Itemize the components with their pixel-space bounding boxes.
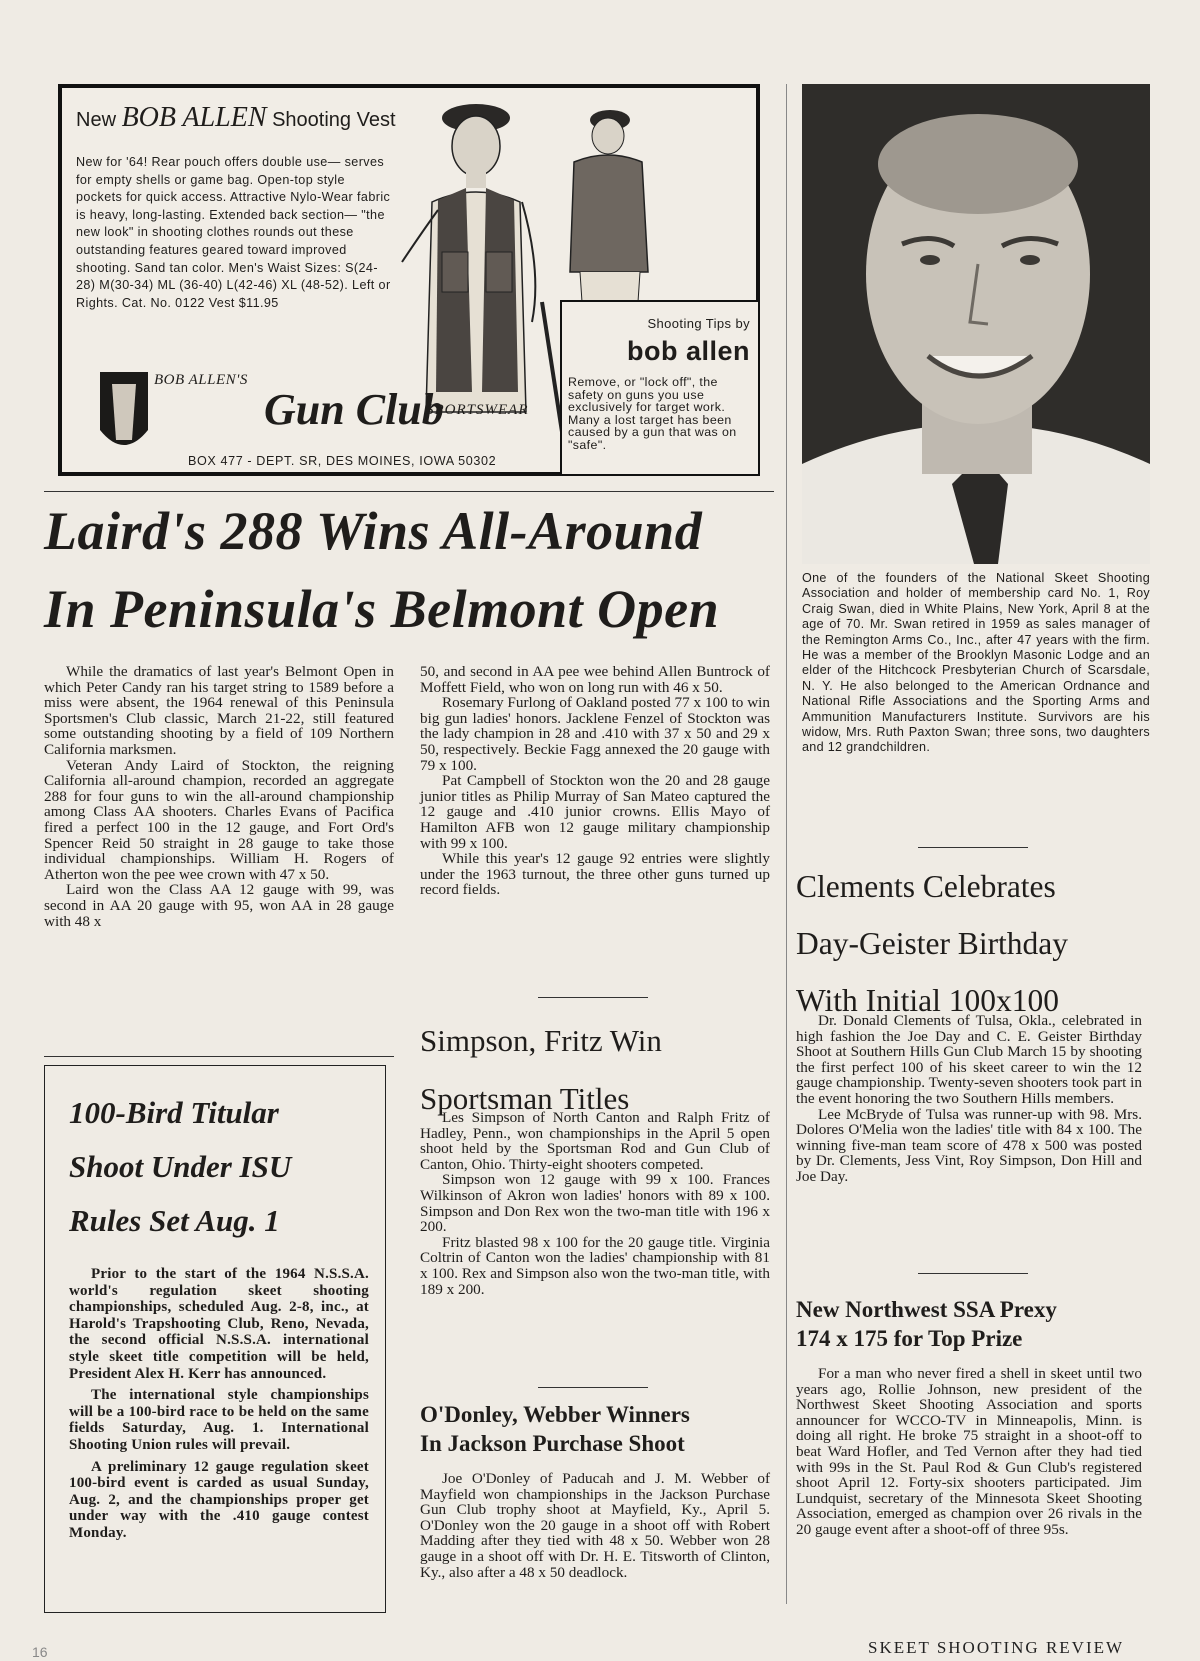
brand-suffix: SPORTSWEAR: [426, 402, 529, 418]
portrait-photo: [802, 84, 1150, 564]
brand-script: Gun Club: [264, 385, 444, 434]
odonley-headline: [420, 1400, 770, 1458]
clements-headline: [796, 858, 1156, 1029]
northwest-article-body: [796, 1366, 1142, 1538]
shield-logo-icon: [98, 370, 150, 462]
paragraph: A preliminary 12 gauge regulation skeet 100-bird event is carded as usual Sunday, Aug. 2, and the championships proper get under way with the .410 gauge contest Monday.: [69, 1458, 369, 1541]
paragraph: Prior to the start of the 1964 N.S.S.A. world's regulation skeet shooting championships, scheduled Aug. 2-8, inc., at Harold's Trapshooting Club, Reno, Nevada, the second official N.S.S.A. international style skeet title competition will be held, President Alex H. Kerr has announced.: [69, 1266, 369, 1382]
divider: [918, 1273, 1028, 1274]
isu-headline-line2: Shoot Under ISU: [69, 1149, 292, 1184]
paragraph: While the dramatics of last year's Belmont Open in which Peter Candy ran his target string to 1589 before a miss were absent, the 1964 renewal of this Peninsula Sportsmen's Club classic, March 21-22, still featured some outstanding shooting by a field of 109 Northern California marksmen.: [44, 663, 394, 758]
tips-name: bob allen: [626, 336, 750, 366]
odonley-headline-line1: O'Donley, Webber Winners: [420, 1402, 690, 1427]
gun-club-sportswear-logo: [154, 372, 534, 442]
tips-heading: Shooting Tips by: [647, 316, 750, 331]
isu-headline-line1: 100-Bird Titular: [69, 1095, 279, 1130]
northwest-headline: [796, 1295, 1156, 1353]
shooting-tips-box: [560, 300, 760, 476]
divider: [44, 491, 774, 492]
paragraph: Dr. Donald Clements of Tulsa, Okla., celebrated in high fashion the Joe Day and C. E. Geister Birthday Shoot at Southern Hills Gun Club March 15 by shooting the first perfect 100 of his skeet career to win the 12 gauge championship. Twenty-seven shooters took part in the event honoring the two Southern Hills members.: [796, 1012, 1142, 1107]
paragraph: 50, and second in AA pee wee behind Allen Buntrock of Moffett Field, who won on long run with 46 x 50.: [420, 663, 770, 696]
paragraph: For a man who never fired a shell in skeet until two years ago, Rollie Johnson, new president of the Northwest Skeet Shooting Association and sports announcer for WCCO-TV in Minneapolis, Minn. is doing all right. He broke 75 straight in a shoot-off to beat Ward Hofler, and Ted Vernon after they had tied with 99s in the St. Paul Rod & Gun Club's registered shoot April 12. Forty-six shooters participated. Jim Lundquist, secretary of the Minnesota Skeet Shooting Association, emerged as champion over 26 rivals in the 20 gauge event after a shoot-off of three 95s.: [796, 1365, 1142, 1538]
paragraph: Les Simpson of North Canton and Ralph Fritz of Hadley, Penn., won championships in the April 5 open shoot held by the Sportsman Rod and Gun Club of Canton, Ohio. Thirty-eight shooters competed.: [420, 1109, 770, 1173]
divider: [44, 1056, 394, 1057]
clements-headline-line1: Clements Celebrates: [796, 869, 1056, 904]
paragraph: Simpson won 12 gauge with 99 x 100. Frances Wilkinson of Akron won ladies' honors with 89 x 100. Simpson and Don Rex won the two-man title with 196 x 200.: [420, 1171, 770, 1236]
main-headline-line2: In Peninsula's Belmont Open: [44, 579, 720, 639]
photo-caption: One of the founders of the National Skeet Shooting Association and holder of membership card No. 1, Roy Craig Swan, died in White Plains, New York, April 8 at the age of 70. Mr. Swan retired in 1959 as sales manager of the Remington Arms Co., Inc., after 47 years with the firm. He was a member of the Brooklyn Masonic Lodge and an elder of the Hitchcock Presbyterian Church of Scarsdale, N. Y. He also belonged to the American Ordnance and National Rifle Associations and the Sporting Arms and Ammunition Manufacturers Institute. Survivors are his widow, Mrs. Ruth Paxton Swan; three sons, two daughters and 12 grandchildren.: [802, 571, 1150, 755]
ad-title-brand: BOB ALLEN: [121, 102, 267, 133]
magazine-name: SKEET SHOOTING REVIEW: [868, 1638, 1125, 1657]
paragraph: Fritz blasted 98 x 100 for the 20 gauge title. Virginia Coltrin of Canton won the ladies' championship with 81 x 100. Rex and Simpson also won the two-man title, with 189 x 200.: [420, 1233, 770, 1298]
column-divider: [786, 84, 787, 1604]
isu-headline: [69, 1086, 369, 1248]
northwest-headline-line1: New Northwest SSA Prexy: [796, 1297, 1057, 1322]
paragraph: Pat Campbell of Stockton won the 20 and 28 gauge junior titles as Philip Murray of San Mateo captured the 12 gauge and .410 junior crowns. Ellis Mayo of Hamilton AFB won 12 gauge military championship with 99 x 100.: [420, 772, 770, 852]
simpson-article-body: [420, 1110, 770, 1297]
page-number: 16: [32, 1644, 48, 1660]
bob-allen-advertisement: [58, 84, 760, 476]
clements-headline-line3: With Initial 100x100: [796, 983, 1059, 1018]
northwest-headline-line2: 174 x 175 for Top Prize: [796, 1326, 1023, 1351]
tips-text: Remove, or "lock off", the safety on guns you use exclusively for target work. Many a lost target has been caused by a gun that was on "safe".: [568, 375, 737, 452]
simpson-headline-line2: Sportsman Titles: [420, 1081, 630, 1116]
paragraph: Lee McBryde of Tulsa was runner-up with 98. Mrs. Dolores O'Melia won the ladies' title with 84 x 100. The winning five-man team score of 478 x 500 was posted by Dr. Clements, Jess Vint, Roy Simpson, Don Hill and Joe Day.: [796, 1105, 1142, 1185]
simpson-headline-line1: Simpson, Fritz Win: [420, 1023, 662, 1058]
isu-article-body: [69, 1266, 369, 1547]
odonley-headline-line2: In Jackson Purchase Shoot: [420, 1431, 685, 1456]
ad-address: BOX 477 - DEPT. SR, DES MOINES, IOWA 50302: [188, 454, 497, 468]
paragraph: Rosemary Furlong of Oakland posted 77 x 100 to win big gun ladies' honors. Jacklene Fenzel of Stockton was the lady champion in 28 and .410 with 37 x 50 and 29 x 50, respectively. Beckie Fagg annexed the 20 gauge with 79 x 100.: [420, 694, 770, 774]
paragraph: Joe O'Donley of Paducah and J. M. Webber of Mayfield won championships in the Jackson Purchase Gun Club trophy shoot at Mayfield, Ky., April 5. O'Donley won the 20 gauge in a shoot off with Robert Madding after they tied with 48 x 50. Webber won 28 gauge in a shoot off with Dr. H. E. Titsworth of Clinton, Ky., also after a 48 x 50 deadlock.: [420, 1470, 770, 1581]
paragraph: The international style championships will be a 100-bird race to be held on the same fields Saturday, Aug. 1. International Shooting Union rules will prevail.: [69, 1387, 369, 1453]
divider: [538, 997, 648, 998]
brand-small: BOB ALLEN'S: [154, 372, 248, 388]
clements-article-body: [796, 1013, 1142, 1185]
clements-headline-line2: Day-Geister Birthday: [796, 926, 1069, 961]
ad-title-suffix: Shooting Vest: [272, 109, 396, 131]
divider: [918, 847, 1028, 848]
main-article-col1: [44, 664, 394, 929]
isu-article-box: [44, 1065, 386, 1613]
main-headline-line1: Laird's 288 Wins All-Around: [44, 501, 703, 561]
paragraph: Laird won the Class AA 12 gauge with 99, was second in AA 20 gauge with 95, won AA in 28 gauge with 48 x: [44, 881, 394, 930]
ad-title-prefix: New: [76, 109, 117, 131]
ad-description: New for '64! Rear pouch offers double use— serves for empty shells or game bag. Open-top style pockets for quick access. Attractive Nylo-Wear fabric is heavy, long-lasting. Extended back section— "the new look" in shooting clothes rounds out these outstanding features geared toward improved shooting. Sand tan color. Men's Waist Sizes: S(24-28) M(30-34) ML (36-40) L(42-46) XL (48-52). Left or Rights. Cat. No. 0122 Vest $11.95: [76, 155, 391, 310]
odonley-article-body: [420, 1471, 770, 1580]
ad-title: [76, 102, 396, 134]
main-article-col2: [420, 664, 770, 898]
isu-headline-line3: Rules Set Aug. 1: [69, 1203, 280, 1238]
divider: [538, 1387, 648, 1388]
paragraph: While this year's 12 gauge 92 entries were slightly under the 1963 turnout, the three other guns turned up record fields.: [420, 850, 770, 899]
paragraph: Veteran Andy Laird of Stockton, the reigning California all-around champion, recorded an aggregate 288 for four guns to win the all-around championship among Class AA shooters. Charles Evans of Pacifica fired a perfect 100 in the 12 gauge, and Fort Ord's Spencer Reid 50 straight in 28 gauge to take those individual championships. William H. Rogers of Atherton won the pee wee crown with 47 x 50.: [44, 756, 394, 883]
